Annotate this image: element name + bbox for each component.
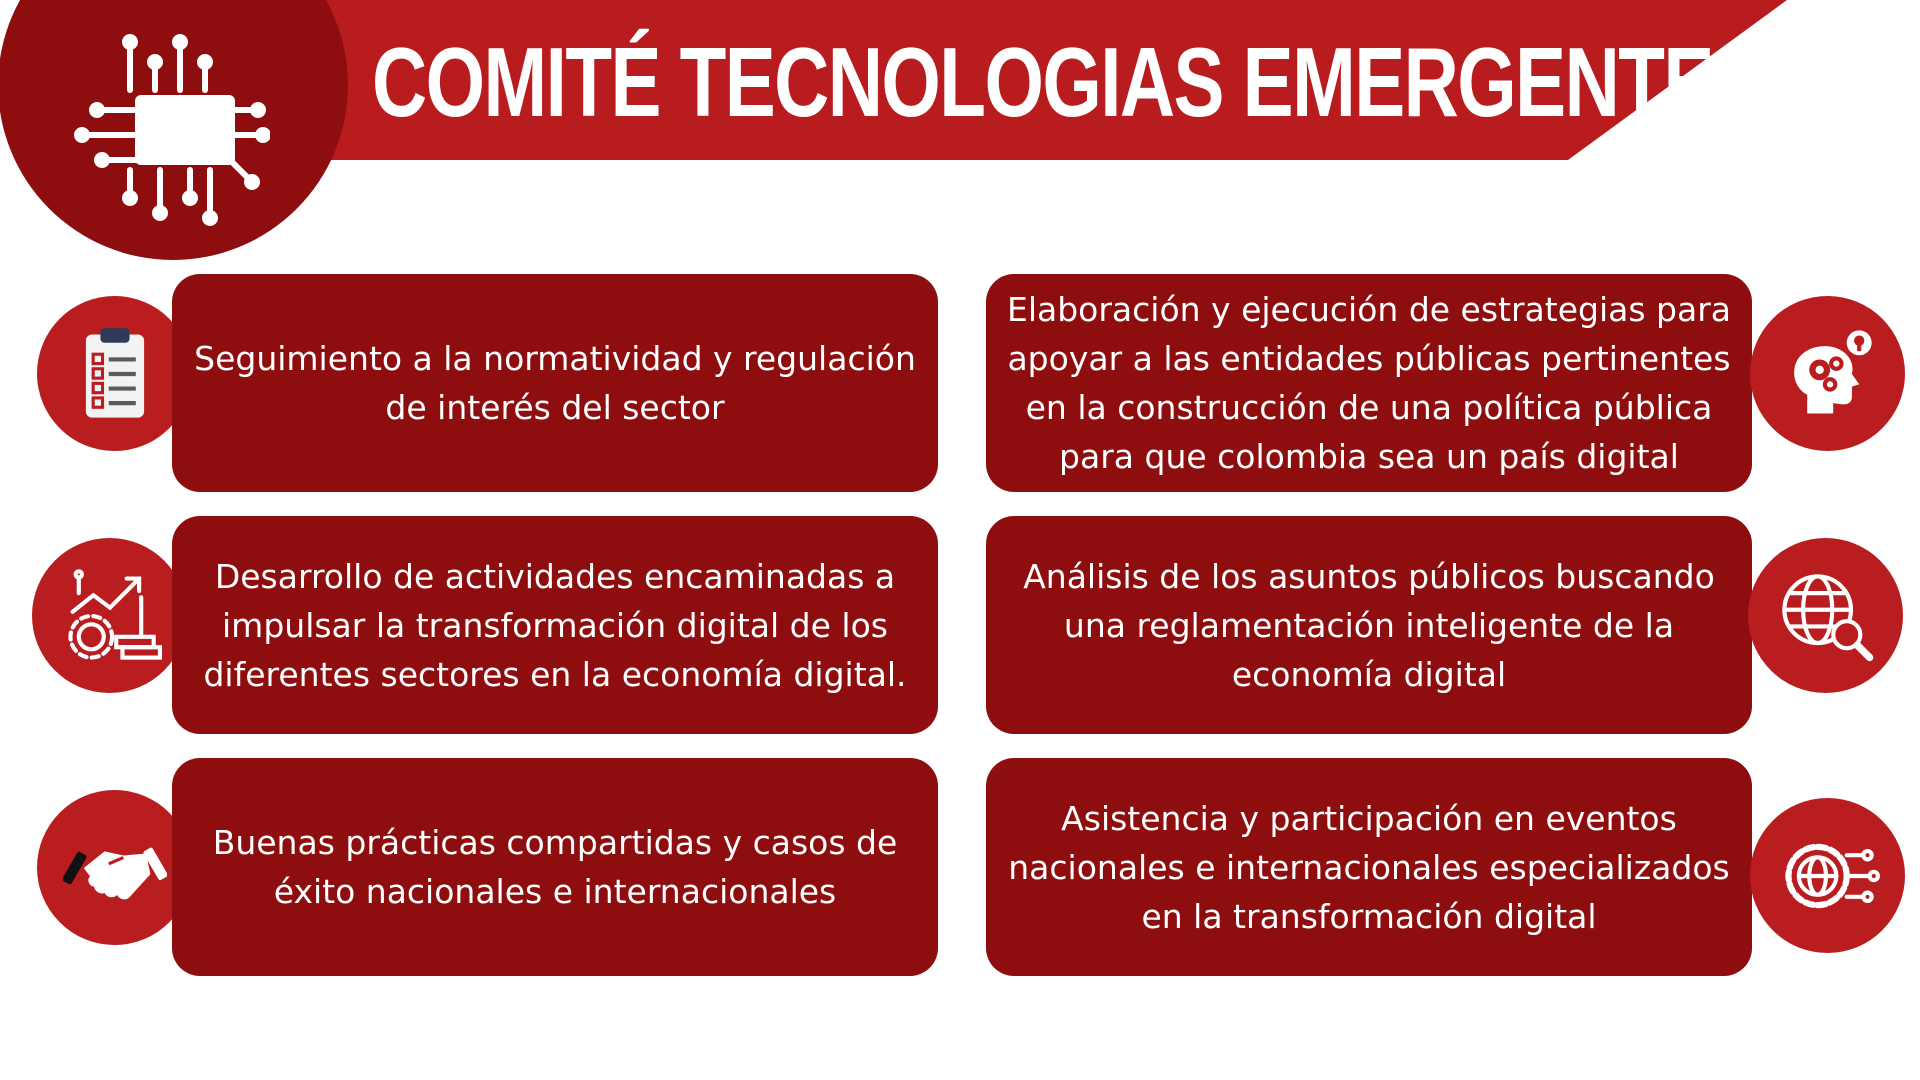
- card-public-affairs-analysis: [986, 516, 1752, 734]
- card-text: Elaboración y ejecución de estrategias para apoyar a las entidades públicas pertinentes en la construcción de una política pública para que colombia sea un país digital: [1006, 290, 1732, 476]
- card-regulation-tracking: [172, 274, 938, 492]
- card-best-practices: [172, 758, 938, 976]
- digital-globe-gear-icon: [1750, 798, 1905, 953]
- circuit-chip-icon: [70, 20, 270, 230]
- head-gears-lightbulb-icon: [1750, 296, 1905, 451]
- card-public-policy-strategy: [986, 274, 1752, 492]
- handshake-icon: [37, 790, 192, 945]
- card-text: Asistencia y participación en eventos nacionales e internacionales especializados en la transformación digital: [1008, 798, 1730, 936]
- page-title: COMITÉ TECNOLOGIAS EMERGENTES: [372, 26, 1763, 137]
- gear-growth-chart-icon: [32, 538, 187, 693]
- card-text: Análisis de los asuntos públicos buscando una reglamentación inteligente de la economía digital: [1023, 556, 1715, 694]
- globe-magnifier-icon: [1748, 538, 1903, 693]
- card-digital-transformation: [172, 516, 938, 734]
- card-text: Buenas prácticas compartidas y casos de éxito nacionales e internacionales: [212, 823, 898, 911]
- card-events-participation: [986, 758, 1752, 976]
- card-text: Desarrollo de actividades encaminadas a impulsar la transformación digital de los diferentes sectores en la economía digital.: [203, 556, 907, 694]
- clipboard-checklist-icon: [37, 296, 192, 451]
- card-text: Seguimiento a la normatividad y regulación de interés del sector: [194, 339, 916, 427]
